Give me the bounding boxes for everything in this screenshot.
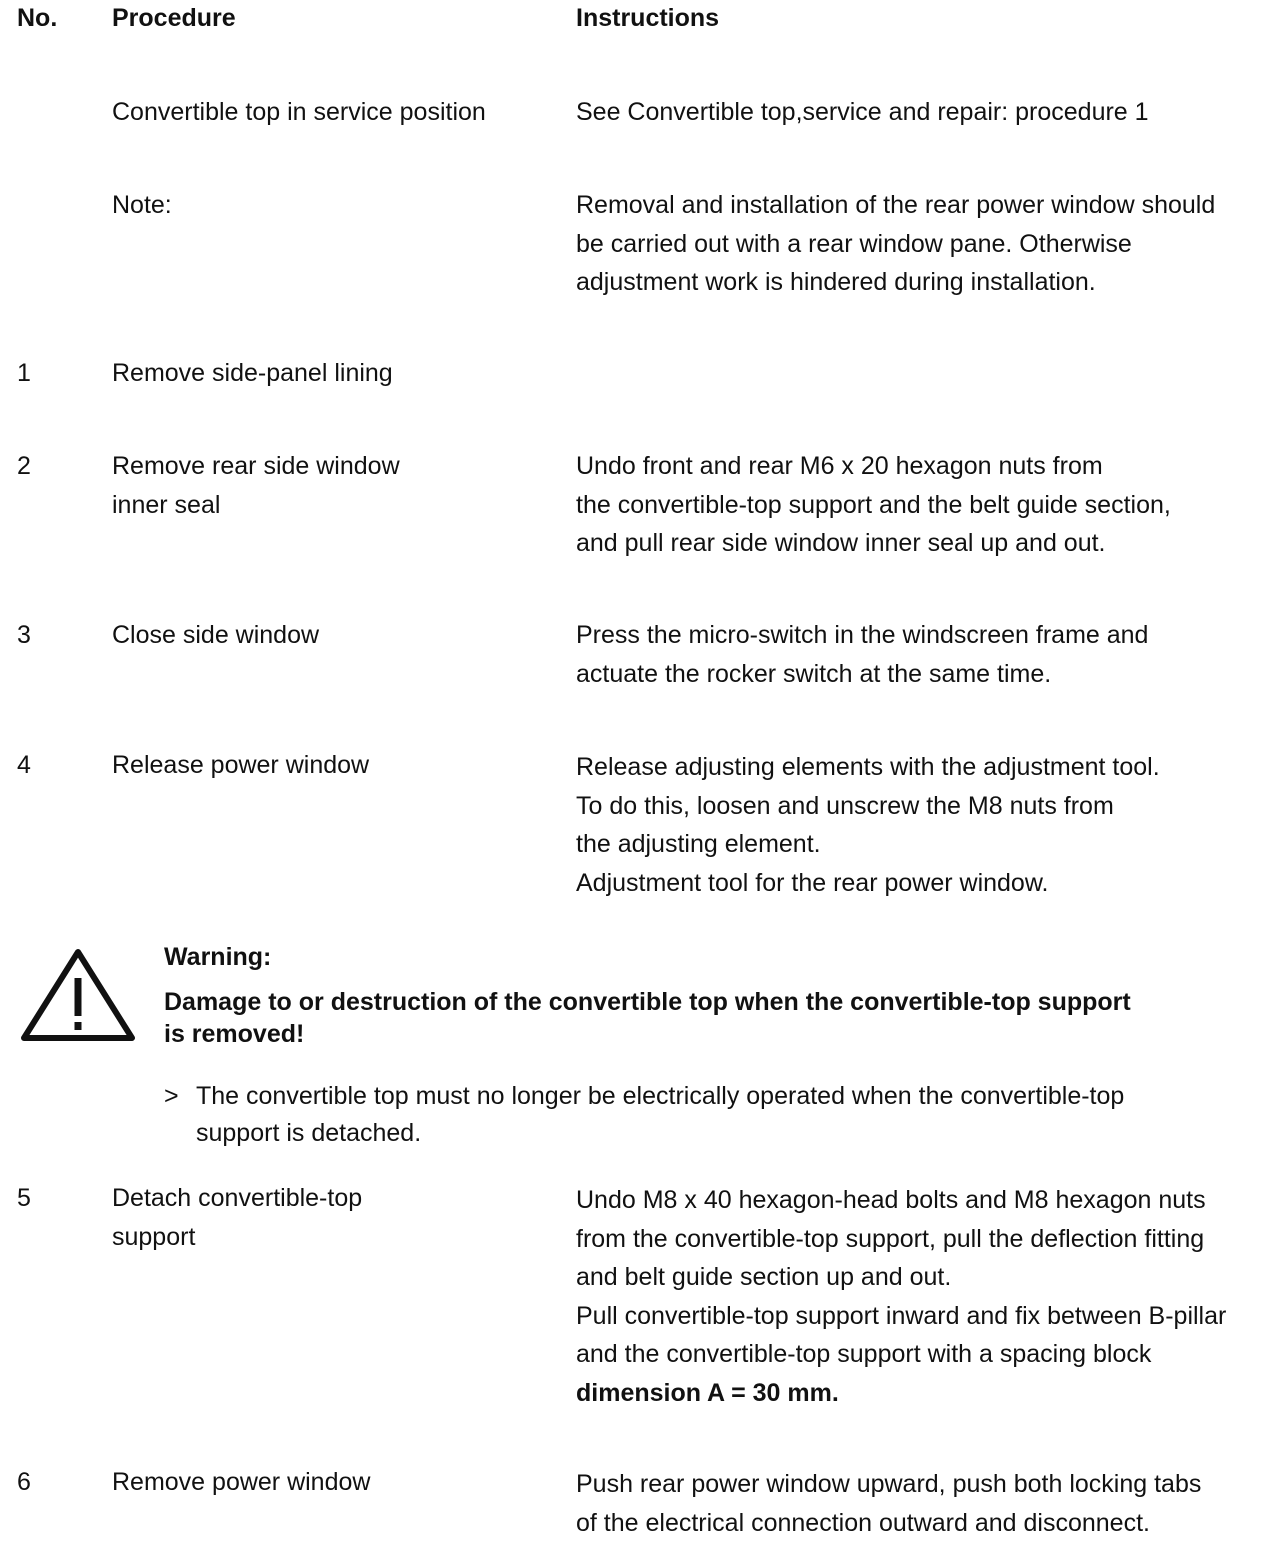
- note-marker: >: [164, 1082, 179, 1110]
- dimension-value: dimension A = 30 mm.: [576, 1378, 839, 1407]
- step-number: 6: [17, 1468, 31, 1496]
- header-instructions: Instructions: [576, 4, 720, 32]
- note-instructions: Removal and installation of the rear power window should be carried out with a rear window pane. Otherwise adjustment work is hindered during installation.: [576, 191, 1216, 296]
- header-procedure: Procedure: [112, 4, 236, 32]
- step-instructions: Push rear power window upward, push both locking tabs of the electrical connection outward and disconnect.: [576, 1470, 1202, 1537]
- step-procedure: Remove side-panel lining: [112, 359, 393, 387]
- step-number: 5: [17, 1184, 31, 1212]
- step-number: 3: [17, 621, 31, 649]
- row-procedure: Convertible top in service position: [112, 98, 486, 126]
- step-procedure: Release power window: [112, 751, 370, 779]
- step-procedure: Remove power window: [112, 1468, 371, 1496]
- step-number: 4: [17, 751, 31, 779]
- step-instructions: Release adjusting elements with the adjustment tool. To do this, loosen and unscrew the M8 nuts from the adjusting element. Adjustment tool for the rear power window.: [576, 753, 1160, 897]
- warning-text: Damage to or destruction of the convertible top when the convertible-top support is removed!: [164, 988, 1131, 1048]
- step-procedure: Detach convertible-top support: [112, 1184, 363, 1251]
- step-number: 1: [17, 359, 31, 387]
- warning-triangle-icon: [20, 948, 136, 1042]
- step-procedure: Close side window: [112, 621, 320, 649]
- header-no: No.: [17, 4, 58, 32]
- step-number: 2: [17, 452, 31, 480]
- row-instructions: See Convertible top,service and repair: procedure 1: [576, 98, 1149, 126]
- step-instructions: Undo front and rear M6 x 20 hexagon nuts from the convertible-top support and the belt guide section, and pull rear side window inner seal up and out.: [576, 452, 1171, 557]
- step-procedure: Remove rear side window inner seal: [112, 452, 400, 519]
- step-instructions: Undo M8 x 40 hexagon-head bolts and M8 hexagon nuts from the convertible-top support, pull the deflection fitting and belt guide section up and out. Pull convertible-top support inward and fix between B-pillar and the convertible-top support with a spacing block dimension A = 30 mm.: [576, 1181, 1226, 1412]
- step-instructions: Press the micro-switch in the windscreen frame and actuate the rocker switch at the same time.: [576, 621, 1149, 688]
- warning-title: Warning:: [164, 943, 272, 971]
- note-label: Note:: [112, 191, 172, 219]
